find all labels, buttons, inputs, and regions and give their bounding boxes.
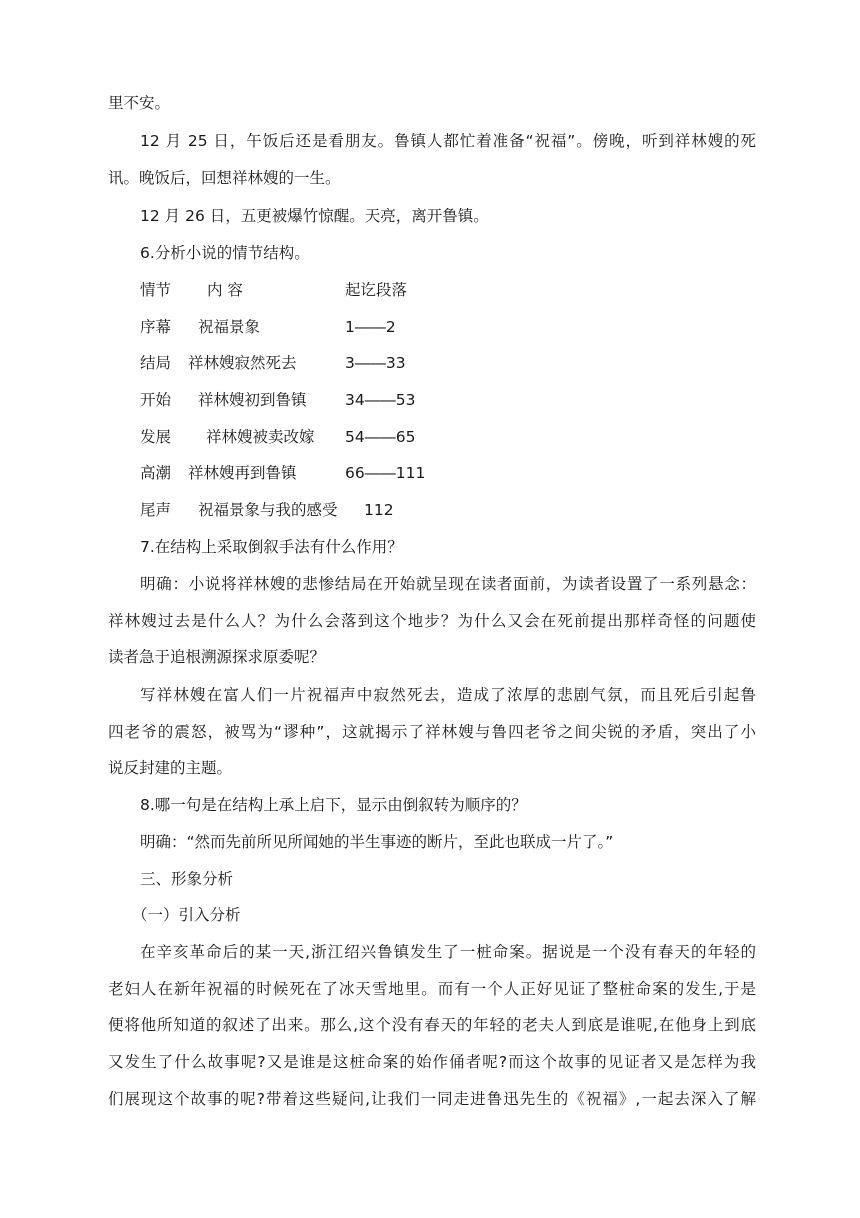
paragraph-line: 读者急于追根溯源探求原委呢？ [108,648,326,666]
table-row-content: 祝福景象与我的感受 [198,501,338,519]
paragraph-line: 四老爷的震怒，被骂为“谬种”，这就揭示了祥林嫂与鲁四老爷之间尖锐的矛盾，突出了小 [108,723,756,741]
table-row-stage: 序幕 [140,318,172,336]
table-row-stage: 结局 [140,354,172,372]
question-heading: 6.分析小说的情节结构。 [140,244,310,262]
table-row-paragraphs: 112 [364,501,394,519]
table-header-content: 内 容 [207,281,243,299]
paragraph-line: 明确：小说将祥林嫂的悲惨结局在开始就呈现在读者面前，为读者设置了一系列悬念： [140,575,756,593]
paragraph-line: 里不安。 [108,94,171,112]
paragraph-line: 12 月 26 日，五更被爆竹惊醒。天亮，离开鲁镇。 [140,207,489,225]
table-row-content: 祝福景象 [198,318,261,336]
table-row-content: 祥林嫂再到鲁镇 [188,464,297,482]
table-header-paragraphs: 起讫段落 [345,281,408,299]
paragraph-line: 们展现这个故事的呢?带着这些疑问,让我们一同走进鲁迅先生的《祝福》,一起去深入了解 [108,1090,756,1108]
table-row-content: 祥林嫂被卖改嫁 [206,428,315,446]
table-row-stage: 发展 [140,428,172,446]
paragraph-line: 又发生了什么故事呢?又是谁是这桩命案的始作俑者呢?而这个故事的见证者又是怎样为我 [108,1053,756,1071]
table-row-content: 祥林嫂初到鲁镇 [198,391,307,409]
table-header-stage: 情节 [140,281,172,299]
section-heading: 三、形象分析 [140,870,234,888]
question-heading: 7.在结构上采取倒叙手法有什么作用？ [140,538,403,556]
paragraph-line: 讯。晚饭后，回想祥林嫂的一生。 [108,169,341,187]
paragraph-line: 老妇人在新年祝福的时候死在了冰天雪地里。而有一个人正好见证了整桩命案的发生,于是 [108,980,756,998]
table-row-content: 祥林嫂寂然死去 [188,354,297,372]
paragraph-line: 12 月 25 日，午饭后还是看朋友。鲁镇人都忙着准备“祝福”。傍晚，听到祥林嫂的死 [140,132,756,150]
paragraph-line: 便将他所知道的叙述了出来。那么,这个没有春天的年轻的老夫人到底是谁呢,在他身上到底 [108,1016,756,1034]
paragraph-line: 祥林嫂过去是什么人？为什么会落到这个地步？为什么又会在死前提出那样奇怪的问题使 [108,612,756,630]
table-row-paragraphs: 1――2 [345,318,396,336]
table-row-stage: 开始 [140,391,172,409]
paragraph-line: 明确：“然而先前所见所闻她的半生事迹的断片，至此也联成一片了。” [140,833,614,851]
table-row-paragraphs: 3――33 [345,354,406,372]
table-row-stage: 高潮 [140,464,172,482]
subsection-heading: （一）引入分析 [132,906,241,924]
table-row-paragraphs: 34――53 [345,391,416,409]
paragraph-line: 说反封建的主题。 [108,759,233,777]
paragraph-line: 写祥林嫂在富人们一片祝福声中寂然死去，造成了浓厚的悲剧气氛，而且死后引起鲁 [140,686,756,704]
table-row-paragraphs: 66――111 [345,464,426,482]
paragraph-line: 在辛亥革命后的某一天,浙江绍兴鲁镇发生了一桩命案。据说是一个没有春天的年轻的 [140,943,756,961]
question-heading: 8.哪一句是在结构上承上启下，显示由倒叙转为顺序的？ [140,796,527,814]
table-row-paragraphs: 54――65 [345,428,416,446]
table-row-stage: 尾声 [140,501,172,519]
